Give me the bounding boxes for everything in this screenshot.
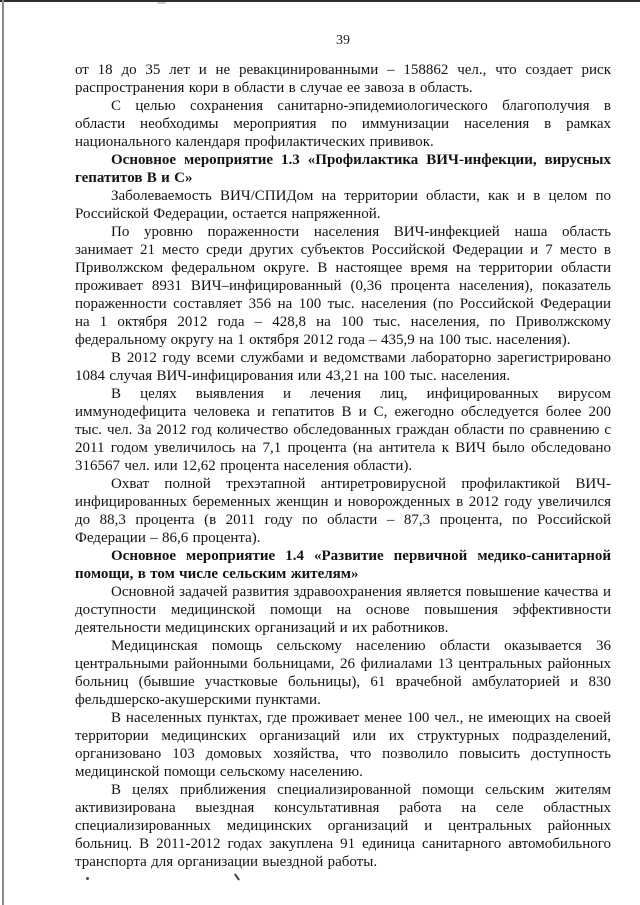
scan-artifact-dot bbox=[86, 877, 89, 880]
page-content bbox=[75, 33, 611, 871]
document-heading: Основное мероприятие 1.4 «Развитие первичной медико-санитарной помощи, в том числе сельским жителям» bbox=[75, 548, 611, 582]
scan-artifact-tick bbox=[234, 873, 240, 881]
document-heading: Основное мероприятие 1.3 «Профилактика ВИЧ-инфекции, вирусных гепатитов В и С» bbox=[75, 152, 611, 186]
document-paragraph: С целью сохранения санитарно-эпидемиологического благополучия в области необходимы мероприятия по иммунизации населения в рамках национального календаря профилактических прививок. bbox=[75, 98, 611, 150]
page-number: 39 bbox=[336, 33, 350, 48]
document-paragraph: Основной задачей развития здравоохранения является повышение качества и доступности медицинской помощи на основе повышения эффективности деятельности медицинских организаций и их работников. bbox=[75, 584, 611, 636]
document-paragraph: В целях выявления и лечения лиц, инфицированных вирусом иммунодефицита человека и гепатитов В и С, ежегодно обследуется более 200 тыс. чел. За 2012 год количество обследованных граждан области по сравнению с 2011 годом увеличилось на 7,1 процента (на антитела к ВИЧ было обследовано 316567 чел. или 12,62 процента населения области). bbox=[75, 386, 611, 474]
document-body bbox=[75, 61, 611, 871]
document-paragraph: от 18 до 35 лет и не ревакцинированными – 158862 чел., что создает риск распространения кори в области в случае ее завоза в область. bbox=[75, 62, 611, 96]
document-paragraph: В целях приближения специализированной помощи сельским жителям активизирована выездная консультативная работа на селе областных специализированных медицинских организаций и центральных районных больниц. В 2011-2012 годах закуплена 91 единица санитарного автомобильного транспорта для организации выездной работы. bbox=[75, 782, 611, 870]
document-paragraph: Охват полной трехэтапной антиретровирусной профилактикой ВИЧ-инфицированных беременных женщин и новорожденных в 2012 году увеличился до 88,3 процента (в 2011 году по области – 87,3 процента, по Российской Федерации – 86,6 процента). bbox=[75, 476, 611, 546]
document-paragraph: В населенных пунктах, где проживает менее 100 чел., не имеющих на своей территории медицинских организаций или их структурных подразделений, организовано 103 домовых хозяйства, что позволило повысить доступность медицинской помощи сельскому населению. bbox=[75, 710, 611, 780]
document-paragraph: В 2012 году всеми службами и ведомствами лабораторно зарегистрировано 1084 случая ВИЧ-инфицирования или 43,21 на 100 тыс. населения. bbox=[75, 350, 611, 384]
scan-border-left bbox=[2, 0, 4, 905]
document-paragraph: Медицинская помощь сельскому населению области оказывается 36 центральными районными больницами, 26 филиалами 13 центральных районных больниц (бывшие участковые больницы), 61 врачебной амбулаторией и 830 фельдшерско-акушерскими пунктами. bbox=[75, 638, 611, 708]
document-paragraph: Заболеваемость ВИЧ/СПИДом на территории области, как и в целом по Российской Федерации, остается напряженной. bbox=[75, 188, 611, 222]
document-paragraph: По уровню пораженности населения ВИЧ-инфекцией наша область занимает 21 место среди других субъектов Российской Федерации и 7 место в Приволжском федеральном округе. В настоящее время на территории области проживает 8931 ВИЧ–инфицированный (0,36 процента населения), показатель пораженности составляет 356 на 100 тыс. населения (по Российской Федерации на 1 октября 2012 года – 428,8 на 100 тыс. населения, по Приволжскому федеральному округу на 1 октября 2012 года – 435,9 на 100 тыс. населения). bbox=[75, 224, 611, 348]
scan-smudge bbox=[157, 2, 166, 4]
scan-border-top bbox=[0, 0, 640, 2]
